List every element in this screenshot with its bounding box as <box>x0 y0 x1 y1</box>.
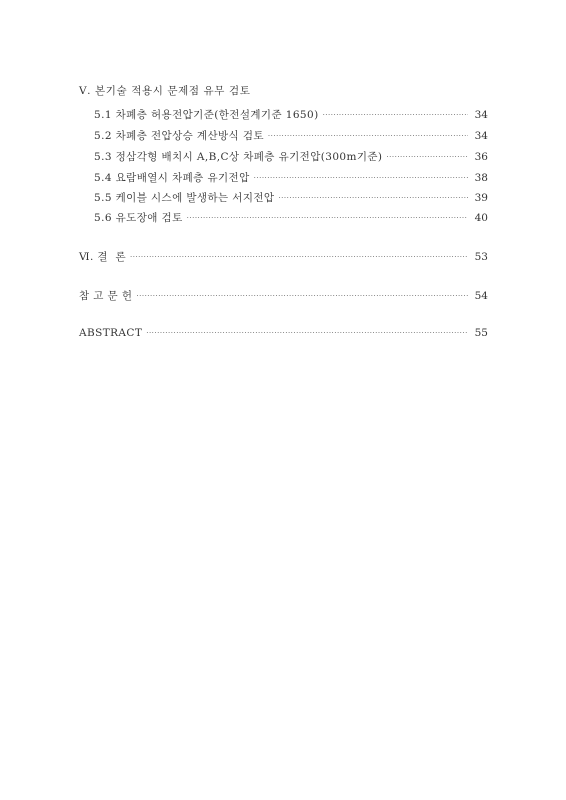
toc-entry-page: 54 <box>474 290 488 302</box>
toc-leader-dots <box>130 253 468 261</box>
toc-entry-5-4 <box>94 170 488 185</box>
toc-leader-dots <box>323 111 468 119</box>
toc-entry-label: 5.6 유도장애 검토 <box>94 212 183 224</box>
toc-entry-label: 참 고 문 헌 <box>79 290 133 302</box>
toc-entry-label: 5.2 차폐층 전압상승 계산방식 검토 <box>94 130 264 142</box>
toc-entry-5-3 <box>94 149 488 164</box>
toc-section-heading: Ⅴ. 본기술 적용시 문제점 유무 검토 <box>79 85 251 97</box>
toc-entry-label: 5.3 정삼각형 배치시 A,B,C상 차폐층 유기전압(300m기준) <box>94 151 383 163</box>
toc-entry-conclusion <box>79 249 488 264</box>
toc-entry-abstract <box>79 327 488 339</box>
toc-entry-page: 36 <box>474 151 488 163</box>
toc-leader-dots <box>386 153 468 161</box>
toc-entry-5-6 <box>94 210 488 225</box>
toc-entry-5-2 <box>94 128 488 143</box>
toc-leader-dots <box>136 292 468 300</box>
toc-entry-label: Ⅵ. 결 론 <box>79 251 126 263</box>
toc-entry-page: 55 <box>474 327 488 339</box>
toc-leader-dots <box>254 174 468 182</box>
toc-leader-dots <box>146 329 468 337</box>
toc-entry-page: 40 <box>474 212 488 224</box>
toc-entry-page: 53 <box>474 251 488 263</box>
toc-entry-page: 34 <box>474 109 488 121</box>
toc-entry-label: 5.1 차폐층 허용전압기준(한전설계기준 1650) <box>94 109 319 121</box>
toc-entry-page: 38 <box>474 172 488 184</box>
toc-leader-dots <box>187 214 468 222</box>
toc-entry-label: ABSTRACT <box>79 327 143 339</box>
toc-entry-label: 5.4 요람배열시 차폐층 유기전압 <box>94 172 250 184</box>
toc-entry-page: 34 <box>474 130 488 142</box>
toc-entry-page: 39 <box>474 192 488 204</box>
toc-entry-5-5 <box>94 190 488 205</box>
toc-entry-label: 5.5 케이블 시스에 발생하는 서지전압 <box>94 192 275 204</box>
toc-entry-5-1 <box>94 107 488 122</box>
toc-entry-references <box>79 288 488 303</box>
toc-leader-dots <box>278 194 468 202</box>
toc-leader-dots <box>268 132 468 140</box>
